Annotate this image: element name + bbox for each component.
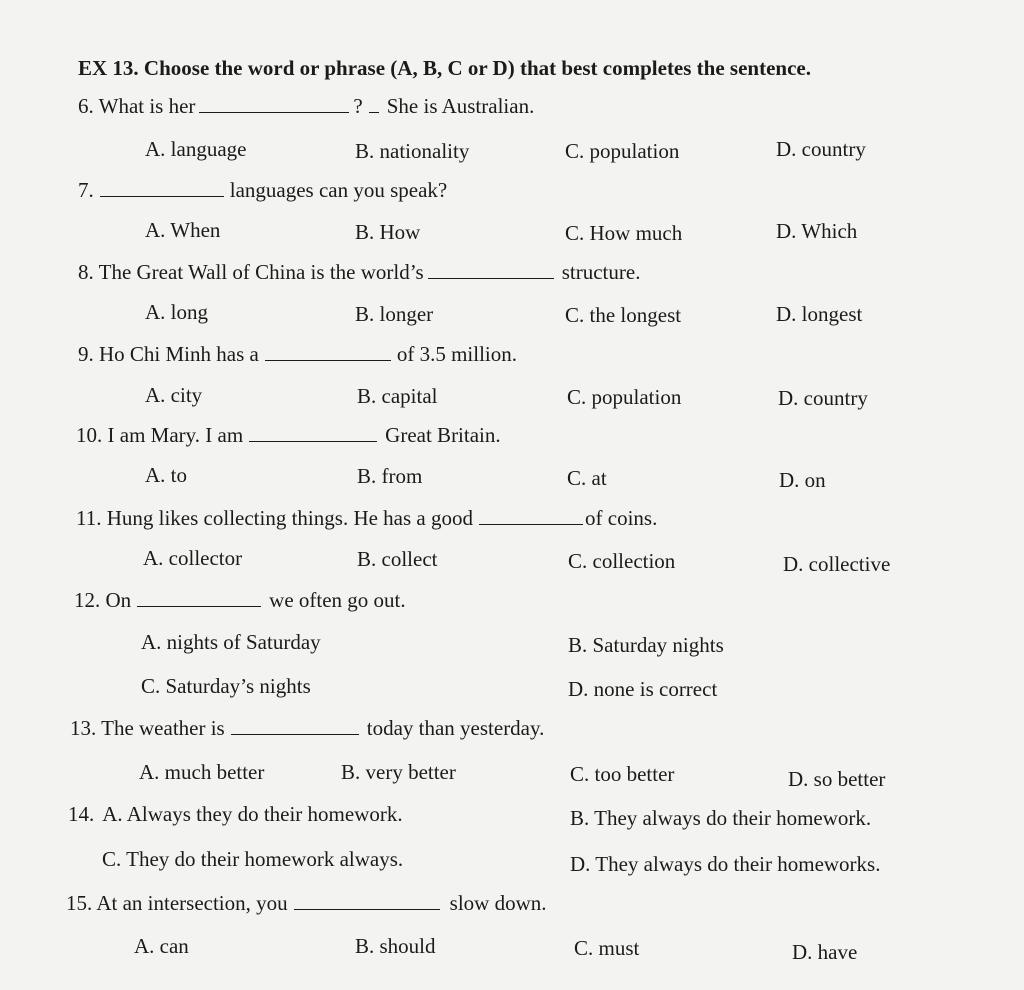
dash bbox=[369, 94, 379, 113]
question-7: 7. languages can you speak? bbox=[78, 178, 448, 202]
answer-blank-10[interactable] bbox=[249, 423, 377, 442]
question-15-text: 15. At an intersection, you bbox=[66, 891, 288, 915]
question-15: 15. At an intersection, you slow down. bbox=[66, 891, 547, 915]
q15-option-d[interactable]: D. have bbox=[792, 940, 858, 964]
q9-option-c[interactable]: C. population bbox=[567, 385, 682, 409]
q9-option-d[interactable]: D. country bbox=[778, 386, 868, 410]
answer-blank-8[interactable] bbox=[428, 260, 554, 279]
question-6-text: 6. What is her bbox=[78, 94, 196, 118]
q12-option-c[interactable]: C. Saturday’s nights bbox=[141, 674, 311, 698]
exercise-title: EX 13. Choose the word or phrase (A, B, C or D) that best completes the sentence. bbox=[78, 56, 811, 80]
answer-blank-6[interactable] bbox=[199, 94, 349, 113]
q13-option-a[interactable]: A. much better bbox=[139, 760, 265, 784]
question-13-text: 13. The weather is bbox=[70, 716, 225, 740]
q8-option-a[interactable]: A. long bbox=[145, 300, 208, 324]
answer-blank-12[interactable] bbox=[137, 588, 261, 607]
q14-option-c[interactable]: C. They do their homework always. bbox=[102, 847, 404, 871]
q9-option-a[interactable]: A. city bbox=[145, 383, 203, 407]
q7-option-d[interactable]: D. Which bbox=[776, 219, 858, 243]
q15-option-b[interactable]: B. should bbox=[355, 934, 436, 958]
q12-option-a[interactable]: A. nights of Saturday bbox=[141, 630, 321, 654]
answer-blank-7[interactable] bbox=[100, 178, 224, 197]
q9-option-b[interactable]: B. capital bbox=[357, 384, 438, 408]
question-10-text: 10. I am Mary. I am bbox=[76, 423, 244, 447]
question-9: 9. Ho Chi Minh has a of 3.5 million. bbox=[78, 342, 517, 366]
question-12-text: 12. On bbox=[74, 588, 132, 612]
q11-option-b[interactable]: B. collect bbox=[357, 547, 438, 571]
answer-blank-13[interactable] bbox=[231, 716, 359, 735]
q14-option-a[interactable]: A. Always they do their homework. bbox=[102, 802, 403, 826]
q13-option-b[interactable]: B. very better bbox=[341, 760, 456, 784]
q15-option-c[interactable]: C. must bbox=[574, 936, 640, 960]
question-9-text: 9. Ho Chi Minh has a bbox=[78, 342, 259, 366]
question-6-response: She is Australian. bbox=[386, 94, 535, 118]
q11-option-c[interactable]: C. collection bbox=[568, 549, 676, 573]
q8-option-d[interactable]: D. longest bbox=[776, 302, 863, 326]
q12-option-b[interactable]: B. Saturday nights bbox=[568, 633, 724, 657]
q8-option-b[interactable]: B. longer bbox=[355, 302, 434, 326]
q7-option-a[interactable]: A. When bbox=[145, 218, 221, 242]
q11-option-a[interactable]: A. collector bbox=[143, 546, 243, 570]
q7-option-c[interactable]: C. How much bbox=[565, 221, 683, 245]
q7-option-b[interactable]: B. How bbox=[355, 220, 421, 244]
answer-blank-9[interactable] bbox=[265, 342, 391, 361]
answer-blank-11[interactable] bbox=[479, 506, 583, 525]
q10-option-d[interactable]: D. on bbox=[779, 468, 826, 492]
q6-option-c[interactable]: C. population bbox=[565, 139, 680, 163]
q6-option-a[interactable]: A. language bbox=[145, 137, 247, 161]
q13-option-c[interactable]: C. too better bbox=[570, 762, 675, 786]
question-8-text: 8. The Great Wall of China is the world’s bbox=[78, 260, 424, 284]
q10-option-a[interactable]: A. to bbox=[145, 463, 187, 487]
q8-option-c[interactable]: C. the longest bbox=[565, 303, 682, 327]
question-13: 13. The weather is today than yesterday. bbox=[70, 716, 545, 740]
answer-blank-15[interactable] bbox=[294, 891, 440, 910]
q13-option-d[interactable]: D. so better bbox=[788, 767, 886, 791]
question-11-text: 11. Hung likes collecting things. He has a good bbox=[76, 506, 473, 530]
q10-option-c[interactable]: C. at bbox=[567, 466, 607, 490]
q6-option-b[interactable]: B. nationality bbox=[355, 139, 470, 163]
question-7-text: 7. bbox=[78, 178, 94, 202]
q12-option-d[interactable]: D. none is correct bbox=[568, 677, 718, 701]
q6-option-d[interactable]: D. country bbox=[776, 137, 866, 161]
question-14 bbox=[68, 802, 403, 826]
question-8: 8. The Great Wall of China is the world’s structure. bbox=[78, 260, 641, 284]
question-10: 10. I am Mary. I am Great Britain. bbox=[76, 423, 501, 447]
q10-option-b[interactable]: B. from bbox=[357, 464, 423, 488]
q14-option-b[interactable]: B. They always do their homework. bbox=[570, 806, 872, 830]
q14-option-d[interactable]: D. They always do their homeworks. bbox=[570, 852, 881, 876]
question-11: 11. Hung likes collecting things. He has a good of coins. bbox=[76, 506, 658, 530]
q15-option-a[interactable]: A. can bbox=[134, 934, 189, 958]
question-6: 6. What is her ? She is Australian. bbox=[78, 94, 535, 118]
question-12: 12. On we often go out. bbox=[74, 588, 406, 612]
question-14-text: 14. bbox=[68, 802, 95, 826]
q11-option-d[interactable]: D. collective bbox=[783, 552, 891, 576]
